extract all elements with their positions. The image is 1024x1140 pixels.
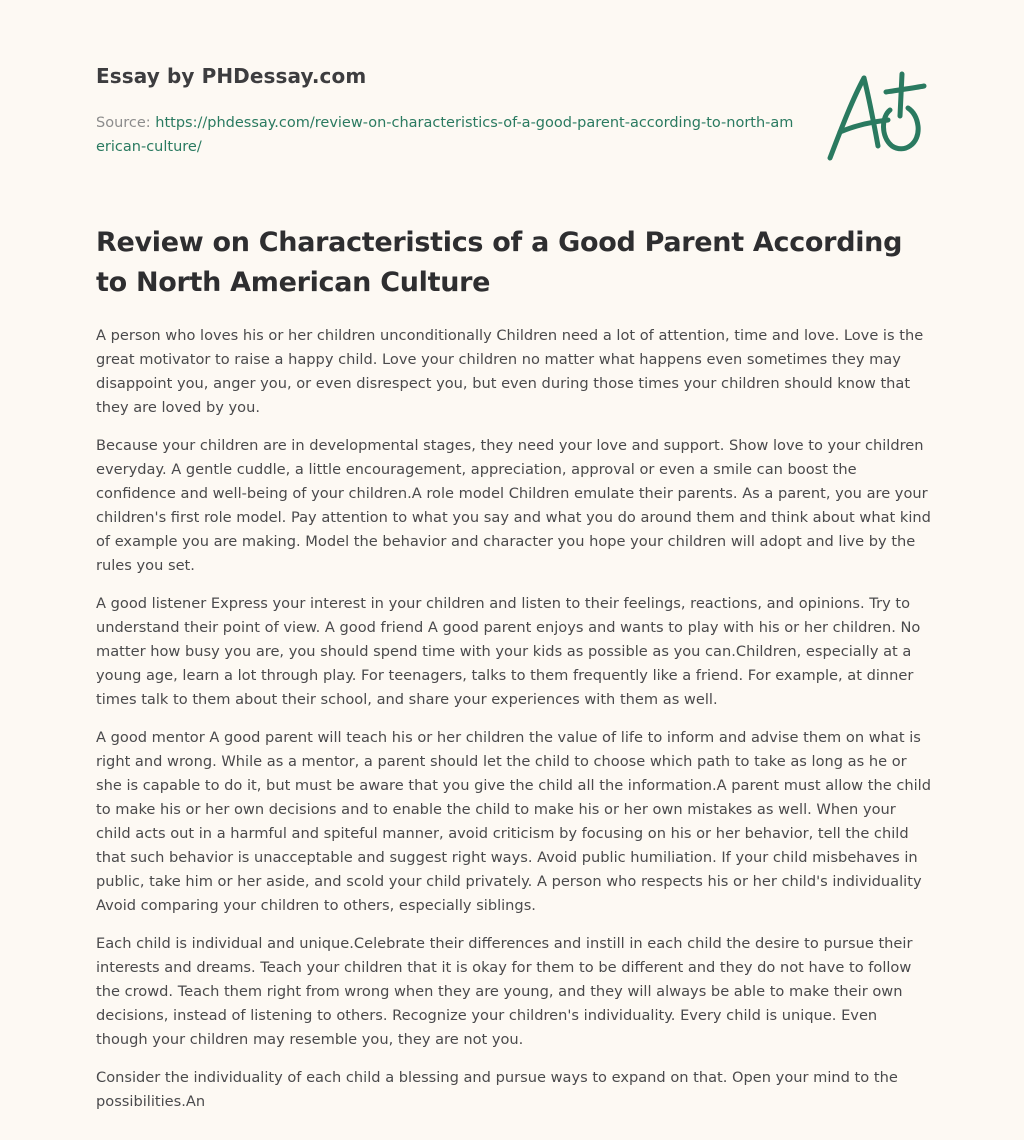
essay-paragraph: Consider the individuality of each child a blessing and pursue ways to expand on that. Open your mind to the possibilities.An (96, 1069, 898, 1110)
site-brand: Essay by PHDessay.com (96, 64, 367, 88)
source-link[interactable]: https://phdessay.com/review-on-characteristics-of-a-good-parent-according-to-north-american-culture/ (96, 115, 794, 155)
a-plus-grade-icon (818, 66, 934, 166)
essay-paragraph: Because your children are in developmental stages, they need your love and support. Show love to your children everyday. A gentle cuddle, a little encouragement, appreciation, approval or even a smile can boost the confidence and well-being of your children.A role model Children emulate their parents. As a parent, you are your children's first role model. Pay attention to what you say and what you do around them and think about what kind of example you are making. Model the behavior and character you hope your children will adopt and live by the rules you set. (96, 437, 931, 574)
essay-paragraph: A good mentor A good parent will teach his or her children the value of life to inform and advise them on what is right and wrong. While as a mentor, a parent should let the child to choose which path to take as long as he or she is capable to do it, but must be aware that you give the child all the information.A parent must allow the child to make his or her own decisions and to enable the child to make his or her own mistakes as well. When your child acts out in a harmful and spiteful manner, avoid criticism by focusing on his or her behavior, tell the child that such behavior is unacceptable and suggest right ways. Avoid public humiliation. If your child misbehaves in public, take him or her aside, and scold your child privately. A person who respects his or her child's individuality Avoid comparing your children to others, especially siblings. (96, 729, 931, 914)
essay-body (96, 324, 932, 1128)
essay-title: Review on Characteristics of a Good Parent According to North American Culture (96, 227, 903, 298)
source-line (96, 111, 796, 159)
source-label: Source: (96, 115, 151, 131)
a-plus-logo-svg (818, 66, 934, 166)
essay-paragraph: A good listener Express your interest in your children and listen to their feelings, reactions, and opinions. Try to understand their point of view. A good friend A good parent enjoys and wants to play with his or her children. No matter how busy you are, you should spend time with your kids as possible as you can.Children, especially at a young age, learn a lot through play. For teenagers, talks to them frequently like a friend. For example, at dinner times talk to them about their school, and share your experiences with them as well. (96, 595, 921, 708)
essay-paragraph: Each child is individual and unique.Celebrate their differences and instill in each child the desire to pursue their interests and dreams. Teach your children that it is okay for them to be different and they do not have to follow the crowd. Teach them right from wrong when they are young, and they will always be able to make their own decisions, instead of listening to others. Recognize your children's individuality. Every child is unique. Even though your children may resemble you, they are not you. (96, 935, 913, 1048)
essay-paragraph: A person who loves his or her children unconditionally Children need a lot of attention, time and love. Love is the great motivator to raise a happy child. Love your children no matter what happens even sometimes they may disappoint you, anger you, or even disrespect you, but even during those times your children should know that they are loved by you. (96, 327, 924, 416)
